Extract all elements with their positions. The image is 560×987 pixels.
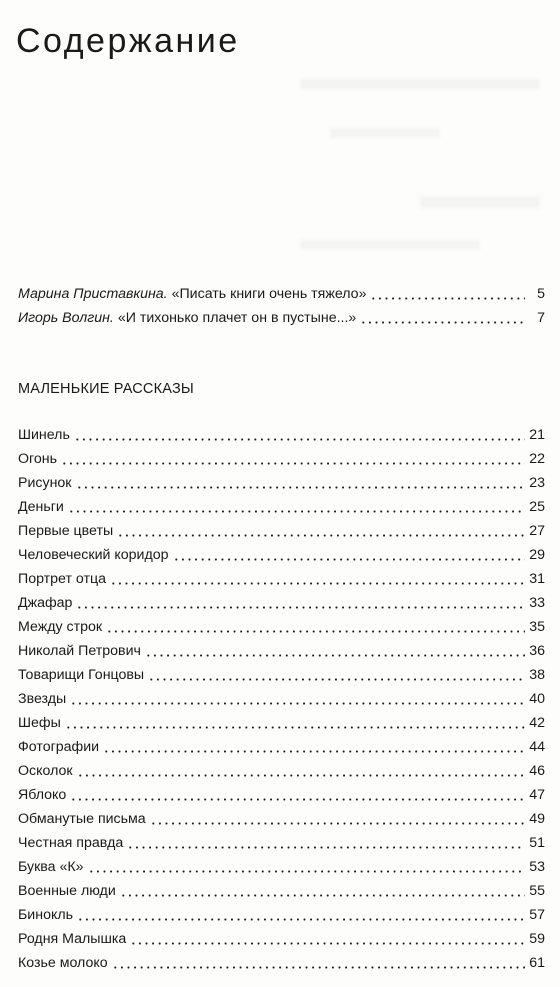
section-heading: МАЛЕНЬКИЕ РАССКАЗЫ: [18, 381, 194, 397]
entry-title: Обманутые письма: [18, 811, 146, 827]
toc-entry[interactable]: [18, 495, 545, 519]
page-number: 25: [529, 499, 545, 515]
dot-leader: [76, 606, 525, 609]
show-through-smudge: [330, 128, 440, 138]
show-through-smudge: [300, 240, 480, 250]
toc-list: [18, 423, 545, 975]
toc-entry[interactable]: [18, 423, 545, 447]
entry-title: Военные люди: [18, 883, 116, 899]
dot-leader: [74, 438, 525, 441]
entry-title: Яблоко: [18, 787, 67, 803]
entry-author: Марина Приставкина.: [18, 286, 168, 302]
page-number: 53: [529, 859, 545, 875]
toc-entry[interactable]: [18, 927, 545, 951]
entry-title: Огонь: [18, 451, 58, 467]
entry-title: Родня Малышка: [18, 931, 127, 947]
dot-leader: [110, 582, 525, 585]
toc-entry[interactable]: [18, 711, 545, 735]
toc-entry[interactable]: [18, 591, 545, 615]
toc-entry[interactable]: [18, 519, 545, 543]
page-number: 49: [529, 811, 545, 827]
dot-leader: [127, 846, 525, 849]
entry-author: Игорь Волгин.: [18, 310, 114, 326]
entry-title: Шефы: [18, 715, 61, 731]
page-number: 59: [529, 931, 545, 947]
dot-leader: [112, 966, 525, 969]
page-title: Содержание: [16, 22, 240, 60]
dot-leader: [76, 486, 525, 489]
entry-title: Между строк: [18, 619, 103, 635]
intro-entry[interactable]: [18, 282, 545, 306]
dot-leader: [120, 894, 525, 897]
dot-leader: [103, 750, 525, 753]
dot-leader: [117, 534, 525, 537]
toc-entry[interactable]: [18, 855, 545, 879]
show-through-smudge: [300, 78, 540, 90]
page-number: 40: [529, 691, 545, 707]
entry-title: Товарищи Гонцовы: [18, 667, 145, 683]
page-number: 55: [529, 883, 545, 899]
entry-title: [18, 282, 366, 306]
page-number: 33: [529, 595, 545, 611]
entry-title: Деньги: [18, 499, 64, 515]
page-number: 23: [529, 475, 545, 491]
page-number: 35: [529, 619, 545, 635]
page-number: 31: [529, 571, 545, 587]
entry-title: Честная правда: [18, 835, 124, 851]
entry-title: Первые цветы: [18, 523, 114, 539]
dot-leader: [68, 510, 525, 513]
dot-leader: [360, 321, 525, 324]
dot-leader: [61, 462, 525, 465]
entry-title: Буква «К»: [18, 859, 84, 875]
dot-leader: [77, 774, 525, 777]
toc-entry[interactable]: [18, 687, 545, 711]
page-number: 61: [529, 955, 545, 971]
entry-title: Портрет отца: [18, 571, 107, 587]
entry-title: Человеческий коридор: [18, 547, 169, 563]
toc-entry[interactable]: [18, 951, 545, 975]
entry-title: Бинокль: [18, 907, 73, 923]
entry-title-text: «Писать книги очень тяжело»: [171, 286, 367, 302]
toc-entry[interactable]: [18, 831, 545, 855]
entry-title: Шинель: [18, 427, 70, 443]
toc-entry[interactable]: [18, 567, 545, 591]
dot-leader: [148, 678, 525, 681]
page-number: 57: [529, 907, 545, 923]
intro-entry[interactable]: [18, 306, 545, 330]
page-number: 47: [529, 787, 545, 803]
show-through-smudge: [420, 196, 540, 208]
entry-title: [18, 306, 356, 330]
toc-entry[interactable]: [18, 903, 545, 927]
entry-title-text: «И тихонько плачет он в пустыне...»: [117, 310, 357, 326]
page-number: 5: [537, 286, 545, 302]
toc-entry[interactable]: [18, 783, 545, 807]
page-number: 21: [529, 427, 545, 443]
toc-entry[interactable]: [18, 879, 545, 903]
page-number: 22: [529, 451, 545, 467]
page-number: 38: [529, 667, 545, 683]
entry-title: Фотографии: [18, 739, 100, 755]
dot-leader: [70, 702, 525, 705]
dot-leader: [145, 654, 525, 657]
entry-title: Осколок: [18, 763, 73, 779]
page-number: 27: [529, 523, 545, 539]
entry-title: Николай Петрович: [18, 643, 141, 659]
toc-entry[interactable]: [18, 759, 545, 783]
toc-entry[interactable]: [18, 639, 545, 663]
toc-entry[interactable]: [18, 807, 545, 831]
toc-entry[interactable]: [18, 663, 545, 687]
toc-entry[interactable]: [18, 615, 545, 639]
page-number: 29: [529, 547, 545, 563]
page-number: 7: [537, 310, 545, 326]
page-number: 51: [529, 835, 545, 851]
toc-entry[interactable]: [18, 447, 545, 471]
page-number: 46: [529, 763, 545, 779]
toc-entry[interactable]: [18, 471, 545, 495]
entry-title: Рисунок: [18, 475, 72, 491]
entry-title: Козье молоко: [18, 955, 108, 971]
toc-entry[interactable]: [18, 735, 545, 759]
dot-leader: [370, 297, 525, 300]
dot-leader: [70, 798, 525, 801]
dot-leader: [88, 870, 525, 873]
dot-leader: [106, 630, 525, 633]
toc-entry[interactable]: [18, 543, 545, 567]
page-number: 42: [529, 715, 545, 731]
dot-leader: [173, 558, 525, 561]
page-number: 36: [529, 643, 545, 659]
entry-title: Джафар: [18, 595, 73, 611]
dot-leader: [150, 822, 525, 825]
page-number: 44: [529, 739, 545, 755]
entry-title: Звезды: [18, 691, 67, 707]
intro-entries: [18, 282, 545, 330]
dot-leader: [130, 942, 525, 945]
dot-leader: [65, 726, 525, 729]
dot-leader: [77, 918, 525, 921]
